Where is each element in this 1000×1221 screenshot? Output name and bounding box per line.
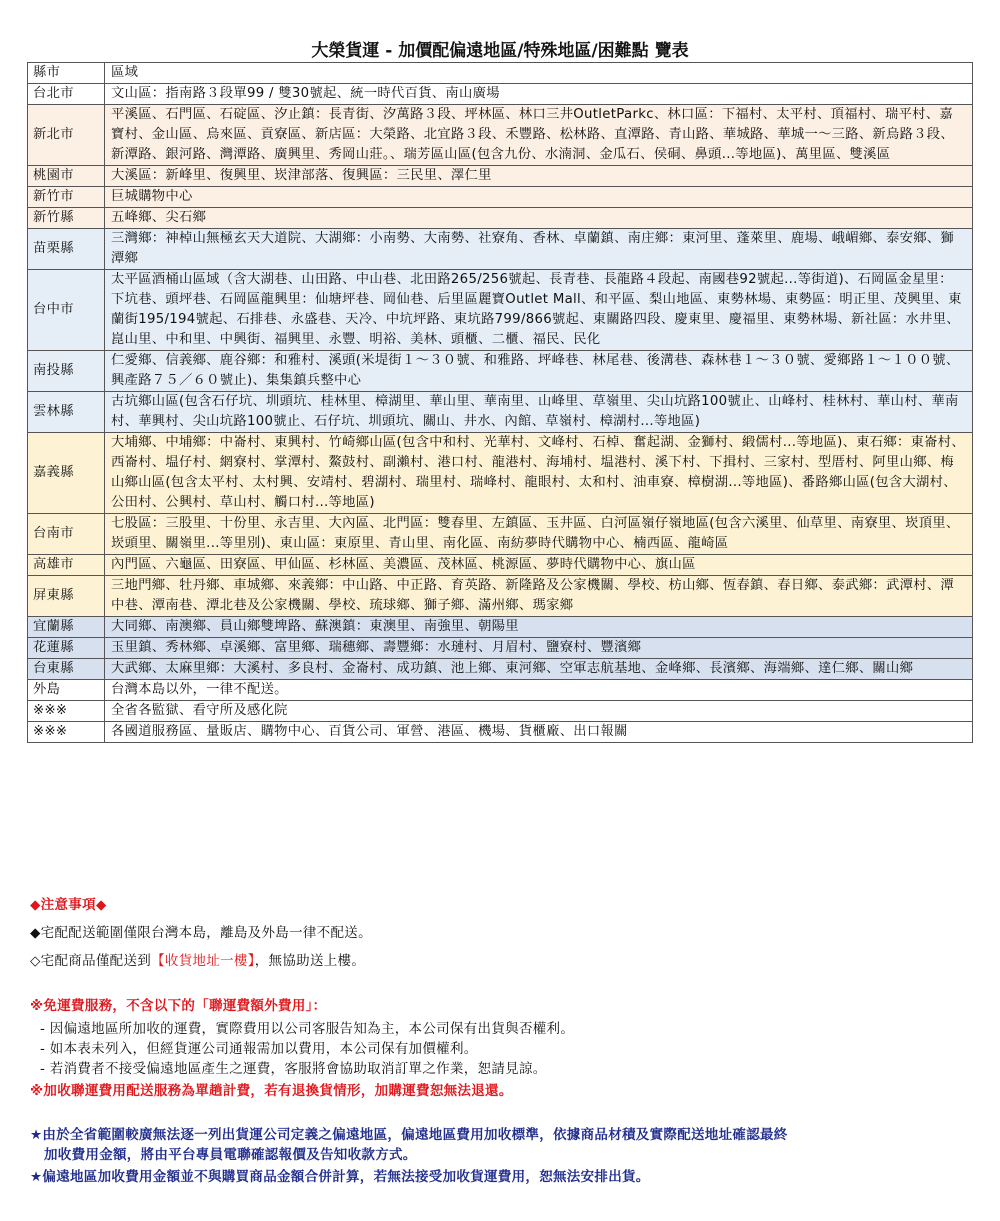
area-cell: 三灣鄉：神棹山無極玄天大道院、大湖鄉：小南勢、大南勢、社寮角、香林、卓蘭鎮、南庄鄉：東河里、蓬萊里、鹿場、峨嵋鄉、泰安鄉、獅潭鄉 — [105, 229, 973, 270]
county-cell: 桃園市 — [28, 166, 105, 187]
note-bullet: - 如本表未列入，但經貨運公司通報需加以費用，本公司保有加價權利。 — [40, 1041, 478, 1057]
table-row — [28, 555, 973, 576]
note-first-floor — [30, 949, 365, 969]
area-cell: 七股區：三股里、十份里、永吉里、大內區、北門區：雙春里、左鎮區、玉井區、白河區嶺仔嶺地區(包含六溪里、仙草里、南寮里、崁頂里、崁頭里、關嶺里...等里別)、東山區：東原里、青山里、南化區、南紡夢時代購物中心、楠西區、龍崎區 — [105, 514, 973, 555]
area-cell: 大同鄉、南澳鄉、員山鄉雙埤路、蘇澳鎮：東澳里、南強里、朝陽里 — [105, 617, 973, 638]
table-header-row — [28, 63, 973, 84]
table-row — [28, 84, 973, 105]
area-cell: 巨城購物中心 — [105, 187, 973, 208]
note-bullet: - 若消費者不接受偏遠地區產生之運費，客服將會協助取消訂單之作業，恕請見諒。 — [40, 1061, 547, 1077]
table-row — [28, 433, 973, 514]
table-row — [28, 270, 973, 351]
table-row — [28, 617, 973, 638]
county-cell: ※※※ — [28, 722, 105, 743]
area-cell: 台灣本島以外，一律不配送。 — [105, 680, 973, 701]
area-cell: 全省各監獄、看守所及感化院 — [105, 701, 973, 722]
area-cell: 太平區酒桶山區域（含大湖巷、山田路、中山巷、北田路265/256號起、長青巷、長龍路４段起、南國巷92號起...等街道)、石岡區金星里：下坑巷、頭坪巷、石岡區龍興里：仙塘坪巷、岡仙巷、后里區麗寶Outlet Mall、和平區、梨山地區、東勢林場、東勢區：明正里、茂興里、東蘭街195/194號起、石排巷、永盛巷、天冷、中坑坪路、東坑路799/866號起、東關路四段、慶東里、慶福里、東勢林場、新社區：水井里、崑山里、中和里、中興街、福興里、永豐、明裕、美林、頭櫃、二櫃、福民、民化 — [105, 270, 973, 351]
county-cell: 新竹縣 — [28, 208, 105, 229]
county-cell: 台東縣 — [28, 659, 105, 680]
area-cell: 各國道服務區、量販店、購物中心、百貨公司、軍營、港區、機場、貨櫃廠、出口報關 — [105, 722, 973, 743]
table-row — [28, 351, 973, 392]
county-cell: 屏東縣 — [28, 576, 105, 617]
header-county: 縣市 — [28, 63, 105, 84]
table-row — [28, 659, 973, 680]
note-bullet: - 因偏遠地區所加收的運費，實際費用以公司客服告知為主，本公司保有出貨與否權利。 — [40, 1021, 575, 1037]
county-cell: 南投縣 — [28, 351, 105, 392]
county-cell: 雲林縣 — [28, 392, 105, 433]
county-cell: 嘉義縣 — [28, 433, 105, 514]
area-cell: 仁愛鄉、信義鄉、鹿谷鄉：和雅村、溪頭(米堤街１～３０號、和雅路、坪峰巷、林尾巷、後溝巷、森林巷１～３０號、愛鄉路１～１００號、興產路７５／６０號止)、集集鎮兵整中心 — [105, 351, 973, 392]
region-table — [27, 62, 973, 743]
county-cell: 花蓮縣 — [28, 638, 105, 659]
note-offshore: ◆宅配配送範圍僅限台灣本島，離島及外島一律不配送。 — [30, 925, 372, 941]
star-note: ★由於全省範圍較廣無法逐一列出貨運公司定義之偏遠地區，偏遠地區費用加收標準，依據商品材積及實際配送地址確認最終 — [30, 1127, 788, 1143]
table-row — [28, 392, 973, 433]
table-row — [28, 166, 973, 187]
note-first-floor-pre: ◇宅配商品僅配送到 — [30, 953, 152, 969]
star-note: ★偏遠地區加收費用金額並不與購買商品金額合併計算，若無法接受加收貨運費用，恕無法安排出貨。 — [30, 1169, 650, 1185]
area-cell: 玉里鎮、秀林鄉、卓溪鄉、富里鄉、瑞穗鄉、壽豐鄉：水璉村、月眉村、鹽寮村、豐濱鄉 — [105, 638, 973, 659]
area-cell: 古坑鄉山區(包含石仔坑、圳頭坑、桂林里、樟湖里、華山里、華南里、山峰里、草嶺里、尖山坑路100號止、山峰村、桂林村、華山村、華南村、華興村、尖山坑路100號止、石仔坑、圳頭坑、關山、井水、內館、草嶺村、樟湖村...等地區) — [105, 392, 973, 433]
county-cell: 外島 — [28, 680, 105, 701]
county-cell: 高雄市 — [28, 555, 105, 576]
table-row — [28, 187, 973, 208]
free-shipping-heading: ※免運費服務，不含以下的「聯運費額外費用」： — [30, 998, 327, 1014]
county-cell: ※※※ — [28, 701, 105, 722]
county-cell: 新北市 — [28, 105, 105, 166]
area-cell: 大埔鄉、中埔鄉：中崙村、東興村、竹崎鄉山區(包含中和村、光華村、文峰村、石棹、奮起湖、金獅村、緞儒村...等地區)、東石鄉：東崙村、西崙村、塭仔村、網寮村、掌潭村、鰲鼓村、副瀨村、港口村、龍港村、海埔村、塭港村、溪下村、下揖村、三家村、型厝村、阿里山鄉、梅山鄉山區(包含太平村、太村興、安靖村、碧湖村、瑞里村、瑞峰村、龍眼村、太和村、油車寮、樟樹湖...等地區)、番路鄉山區(包含大湖村、公田村、公興村、草山村、觸口村...等地區) — [105, 433, 973, 514]
table-row — [28, 514, 973, 555]
county-cell: 宜蘭縣 — [28, 617, 105, 638]
county-cell: 苗栗縣 — [28, 229, 105, 270]
area-cell: 大溪區：新峰里、復興里、崁津部落、復興區：三民里、澤仁里 — [105, 166, 973, 187]
area-cell: 平溪區、石門區、石碇區、汐止鎮：長青街、汐萬路３段、坪林區、林口三井OutletParkc、林口區：下福村、太平村、頂福村、瑞平村、嘉寶村、金山區、烏來區、貢寮區、新店區：大榮路、北宜路３段、禾豐路、松林路、直潭路、青山路、華城路、華城一～三路、新烏路３段、新潭路、銀河路、灣潭路、廣興里、秀岡山莊。、瑞芳區山區(包含九份、水湳洞、金瓜石、侯硐、鼻頭...等地區)、萬里區、雙溪區 — [105, 105, 973, 166]
county-cell: 台中市 — [28, 270, 105, 351]
note-first-floor-post: ，無協助送上樓。 — [254, 953, 366, 969]
note-first-floor-highlight: 【收貨地址一樓】 — [151, 953, 255, 969]
table-row — [28, 680, 973, 701]
star-note-continued: 加收費用金額，將由平台專員電聯確認報價及告知收款方式。 — [44, 1147, 417, 1163]
area-cell: 文山區：指南路３段單99 / 雙30號起、統一時代百貨、南山廣場 — [105, 84, 973, 105]
charge-note: ※加收聯運費用配送服務為單趟計費，若有退換貨情形，加購運費恕無法退還。 — [30, 1083, 513, 1099]
area-cell: 三地門鄉、牡丹鄉、車城鄉、來義鄉：中山路、中正路、育英路、新隆路及公家機關、學校、枋山鄉、恆春鎮、春日鄉、泰武鄉：武潭村、潭中巷、潭南巷、潭北巷及公家機關、學校、琉球鄉、獅子鄉、滿州鄉、瑪家鄉 — [105, 576, 973, 617]
table-row — [28, 229, 973, 270]
area-cell: 內門區、六龜區、田寮區、甲仙區、杉林區、美濃區、茂林區、桃源區、夢時代購物中心、旗山區 — [105, 555, 973, 576]
table-row — [28, 722, 973, 743]
county-cell: 新竹市 — [28, 187, 105, 208]
county-cell: 台北市 — [28, 84, 105, 105]
table-row — [28, 638, 973, 659]
county-cell: 台南市 — [28, 514, 105, 555]
page-title: 大榮貨運 - 加價配偏遠地區/特殊地區/困難點 覽表 — [311, 41, 689, 61]
area-cell: 大武鄉、太麻里鄉：大溪村、多良村、金崙村、成功鎮、池上鄉、東河鄉、空軍志航基地、金峰鄉、長濱鄉、海端鄉、達仁鄉、關山鄉 — [105, 659, 973, 680]
table-row — [28, 576, 973, 617]
table-row — [28, 208, 973, 229]
notes-heading: ◆注意事項◆ — [30, 897, 107, 913]
header-area: 區域 — [105, 63, 973, 84]
table-row — [28, 105, 973, 166]
area-cell: 五峰鄉、尖石鄉 — [105, 208, 973, 229]
table-row — [28, 701, 973, 722]
